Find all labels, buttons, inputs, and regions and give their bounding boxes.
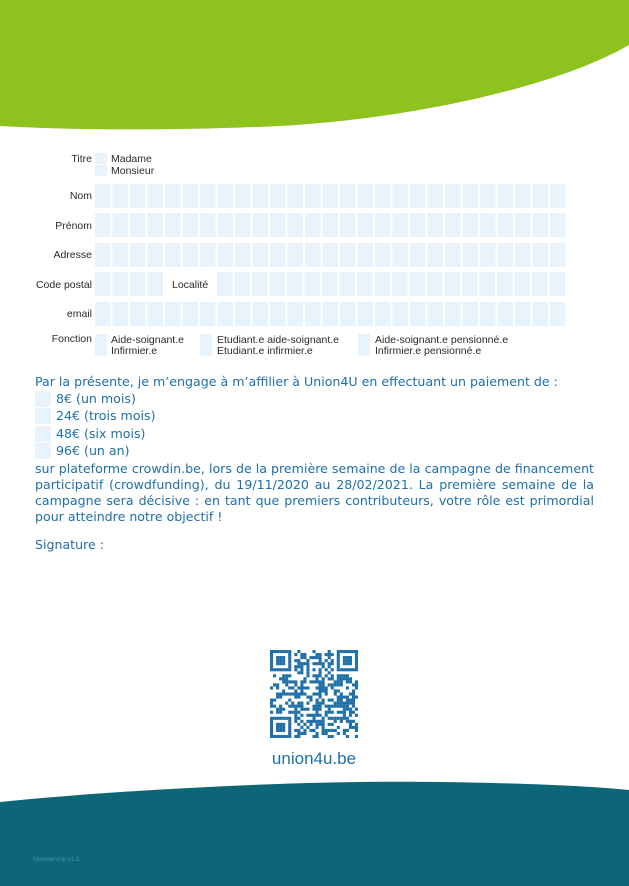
prenom-label: Prénom: [55, 220, 92, 232]
char-box[interactable]: [200, 184, 216, 208]
char-box[interactable]: [393, 213, 409, 237]
char-box[interactable]: [288, 184, 304, 208]
engagement-body: sur plateforme crowdin.be, lors de la première semaine de la campagne de financement participatif (crowdfunding), du 19/11/2020 au 28/02/2021. La première semaine de la campagne sera décisive : en tant que premiers contributeurs, votre rôle est primordial pour atteindre notre objectif !: [35, 461, 594, 524]
char-box[interactable]: [183, 302, 199, 326]
nom-label: Nom: [69, 190, 92, 202]
char-box[interactable]: [200, 213, 216, 237]
char-box[interactable]: [550, 213, 566, 237]
char-box[interactable]: [113, 272, 129, 296]
payment-option-1-checkbox[interactable]: [35, 391, 51, 407]
char-box[interactable]: [323, 213, 339, 237]
char-box[interactable]: [183, 213, 199, 237]
char-box[interactable]: [235, 184, 251, 208]
char-box[interactable]: [218, 302, 234, 326]
char-box[interactable]: [410, 272, 426, 296]
char-box[interactable]: [305, 184, 321, 208]
titre-label: Titre: [71, 153, 92, 165]
char-box[interactable]: [410, 213, 426, 237]
payment-option-3-label: 48€ (six mois): [56, 426, 146, 441]
char-box[interactable]: [252, 272, 268, 296]
etudiant-infirmier-option: Etudiant.e infirmier.e: [217, 345, 313, 357]
char-box[interactable]: [358, 302, 374, 326]
char-box[interactable]: [270, 243, 286, 267]
char-box[interactable]: [340, 243, 356, 267]
char-box[interactable]: [130, 184, 146, 208]
payment-option-4-checkbox[interactable]: [35, 443, 51, 459]
char-box[interactable]: [392, 272, 408, 296]
char-box[interactable]: [148, 272, 164, 296]
char-box[interactable]: [533, 302, 549, 326]
nom-field[interactable]: [95, 184, 570, 213]
char-box[interactable]: [340, 184, 356, 208]
aide-soignant-checkbox[interactable]: [95, 334, 107, 345]
version-label: Membership v1.3: [33, 857, 80, 863]
localite-field[interactable]: [217, 272, 572, 301]
char-box[interactable]: [533, 184, 549, 208]
madame-option: Madame: [111, 153, 152, 165]
char-box[interactable]: [113, 213, 129, 237]
nom-boxes: [95, 184, 570, 208]
char-box[interactable]: [463, 243, 479, 267]
char-box[interactable]: [165, 213, 181, 237]
code-postal-field[interactable]: [95, 272, 165, 301]
infirmier-checkbox[interactable]: [95, 345, 107, 356]
char-box[interactable]: [375, 272, 391, 296]
char-box[interactable]: [550, 243, 566, 267]
char-box[interactable]: [340, 272, 356, 296]
char-box[interactable]: [498, 243, 514, 267]
char-box[interactable]: [375, 302, 391, 326]
char-box[interactable]: [393, 302, 409, 326]
char-box[interactable]: [270, 272, 286, 296]
infirmier-pensionne-option: Infirmier.e pensionné.e: [375, 345, 482, 357]
char-box[interactable]: [375, 184, 391, 208]
adresse-field[interactable]: [95, 243, 570, 272]
char-box[interactable]: [515, 272, 531, 296]
char-box[interactable]: [445, 302, 461, 326]
char-box[interactable]: [253, 302, 269, 326]
char-box[interactable]: [322, 272, 338, 296]
code-postal-boxes: [95, 272, 165, 296]
email-field[interactable]: [95, 302, 570, 331]
adresse-boxes: [95, 243, 570, 267]
char-box[interactable]: [427, 272, 443, 296]
char-box[interactable]: [95, 243, 111, 267]
char-box[interactable]: [463, 302, 479, 326]
char-box[interactable]: [393, 243, 409, 267]
char-box[interactable]: [358, 213, 374, 237]
char-box[interactable]: [550, 302, 566, 326]
char-box[interactable]: [270, 213, 286, 237]
char-box[interactable]: [323, 243, 339, 267]
char-box[interactable]: [305, 243, 321, 267]
header-wave: [0, 0, 629, 135]
payment-option-1-label: 8€ (un mois): [56, 391, 136, 406]
char-box[interactable]: [148, 184, 164, 208]
char-box[interactable]: [480, 213, 496, 237]
char-box[interactable]: [113, 184, 129, 208]
char-box[interactable]: [165, 302, 181, 326]
char-box[interactable]: [498, 213, 514, 237]
char-box[interactable]: [515, 184, 531, 208]
footer-wave: [0, 780, 629, 886]
char-box[interactable]: [95, 302, 111, 326]
char-box[interactable]: [288, 243, 304, 267]
char-box[interactable]: [130, 302, 146, 326]
infirmier-option: Infirmier.e: [111, 345, 158, 357]
char-box[interactable]: [550, 184, 566, 208]
char-box[interactable]: [445, 213, 461, 237]
char-box[interactable]: [235, 243, 251, 267]
char-box[interactable]: [305, 272, 321, 296]
char-box[interactable]: [340, 213, 356, 237]
char-box[interactable]: [498, 302, 514, 326]
char-box[interactable]: [463, 213, 479, 237]
char-box[interactable]: [288, 213, 304, 237]
char-box[interactable]: [515, 302, 531, 326]
char-box[interactable]: [200, 302, 216, 326]
char-box[interactable]: [428, 243, 444, 267]
aide-soignant-pensionne-checkbox[interactable]: [358, 334, 370, 345]
signature-label: Signature :: [35, 537, 105, 552]
char-box[interactable]: [428, 213, 444, 237]
char-box[interactable]: [462, 272, 478, 296]
code-postal-label: Code postal: [35, 279, 92, 291]
char-box[interactable]: [287, 272, 303, 296]
aide-soignant-pensionne-option: Aide-soignant.e pensionné.e: [375, 334, 509, 346]
char-box[interactable]: [130, 213, 146, 237]
char-box[interactable]: [358, 243, 374, 267]
localite-boxes: [217, 272, 572, 296]
char-box[interactable]: [480, 302, 496, 326]
engagement-intro: Par la présente, je m’engage à m’affilier à Union4U en effectuant un paiement de :: [35, 374, 558, 389]
monsieur-checkbox[interactable]: [95, 165, 107, 176]
payment-option-3-checkbox[interactable]: [35, 426, 51, 442]
char-box[interactable]: [515, 243, 531, 267]
monsieur-option: Monsieur: [111, 165, 155, 177]
char-box[interactable]: [357, 272, 373, 296]
char-box[interactable]: [445, 272, 461, 296]
char-box[interactable]: [95, 213, 111, 237]
char-box[interactable]: [95, 184, 111, 208]
char-box[interactable]: [253, 184, 269, 208]
char-box[interactable]: [218, 213, 234, 237]
char-box[interactable]: [235, 213, 251, 237]
char-box[interactable]: [532, 272, 548, 296]
char-box[interactable]: [218, 184, 234, 208]
char-box[interactable]: [498, 184, 514, 208]
char-box[interactable]: [497, 272, 513, 296]
char-box[interactable]: [463, 184, 479, 208]
char-box[interactable]: [410, 302, 426, 326]
email-boxes: [95, 302, 570, 326]
char-box[interactable]: [235, 272, 251, 296]
char-box[interactable]: [480, 243, 496, 267]
char-box[interactable]: [148, 302, 164, 326]
char-box[interactable]: [515, 213, 531, 237]
localite-label: Localité: [172, 279, 209, 291]
char-box[interactable]: [533, 243, 549, 267]
website-link[interactable]: union4u.be: [271, 749, 357, 768]
payment-option-4-label: 96€ (un an): [56, 443, 130, 458]
char-box[interactable]: [445, 184, 461, 208]
char-box[interactable]: [305, 302, 321, 326]
adresse-label: Adresse: [53, 249, 92, 261]
char-box[interactable]: [95, 272, 111, 296]
char-box[interactable]: [113, 302, 129, 326]
char-box[interactable]: [130, 272, 146, 296]
char-box[interactable]: [130, 243, 146, 267]
char-box[interactable]: [288, 302, 304, 326]
char-box[interactable]: [445, 243, 461, 267]
char-box[interactable]: [165, 243, 181, 267]
prenom-boxes: [95, 213, 570, 237]
char-box[interactable]: [428, 302, 444, 326]
email-label: email: [66, 308, 92, 320]
char-box[interactable]: [410, 243, 426, 267]
char-box[interactable]: [270, 184, 286, 208]
char-box[interactable]: [270, 302, 286, 326]
char-box[interactable]: [165, 184, 181, 208]
etudiant-infirmier-checkbox[interactable]: [200, 345, 212, 356]
char-box[interactable]: [253, 243, 269, 267]
char-box[interactable]: [340, 302, 356, 326]
payment-option-2-label: 24€ (trois mois): [56, 408, 156, 423]
char-box[interactable]: [235, 302, 251, 326]
char-box[interactable]: [253, 213, 269, 237]
char-box[interactable]: [323, 302, 339, 326]
char-box[interactable]: [480, 184, 496, 208]
madame-checkbox[interactable]: [95, 153, 107, 164]
char-box[interactable]: [183, 243, 199, 267]
char-box[interactable]: [410, 184, 426, 208]
etudiant-aide-soignant-checkbox[interactable]: [200, 334, 212, 345]
char-box[interactable]: [358, 184, 374, 208]
char-box[interactable]: [393, 184, 409, 208]
char-box[interactable]: [217, 272, 233, 296]
char-box[interactable]: [148, 243, 164, 267]
char-box[interactable]: [375, 213, 391, 237]
aide-soignant-option: Aide-soignant.e: [111, 334, 184, 346]
char-box[interactable]: [550, 272, 566, 296]
qr-code[interactable]: [270, 650, 358, 738]
char-box[interactable]: [218, 243, 234, 267]
char-box[interactable]: [305, 213, 321, 237]
char-box[interactable]: [323, 184, 339, 208]
char-box[interactable]: [375, 243, 391, 267]
char-box[interactable]: [183, 184, 199, 208]
char-box[interactable]: [480, 272, 496, 296]
char-box[interactable]: [200, 243, 216, 267]
prenom-field[interactable]: [95, 213, 570, 242]
etudiant-aide-soignant-option: Etudiant.e aide-soignant.e: [217, 334, 340, 346]
payment-option-2-checkbox[interactable]: [35, 408, 51, 424]
char-box[interactable]: [113, 243, 129, 267]
fonction-label: Fonction: [51, 333, 92, 345]
char-box[interactable]: [428, 184, 444, 208]
infirmier-pensionne-checkbox[interactable]: [358, 345, 370, 356]
char-box[interactable]: [148, 213, 164, 237]
char-box[interactable]: [533, 213, 549, 237]
